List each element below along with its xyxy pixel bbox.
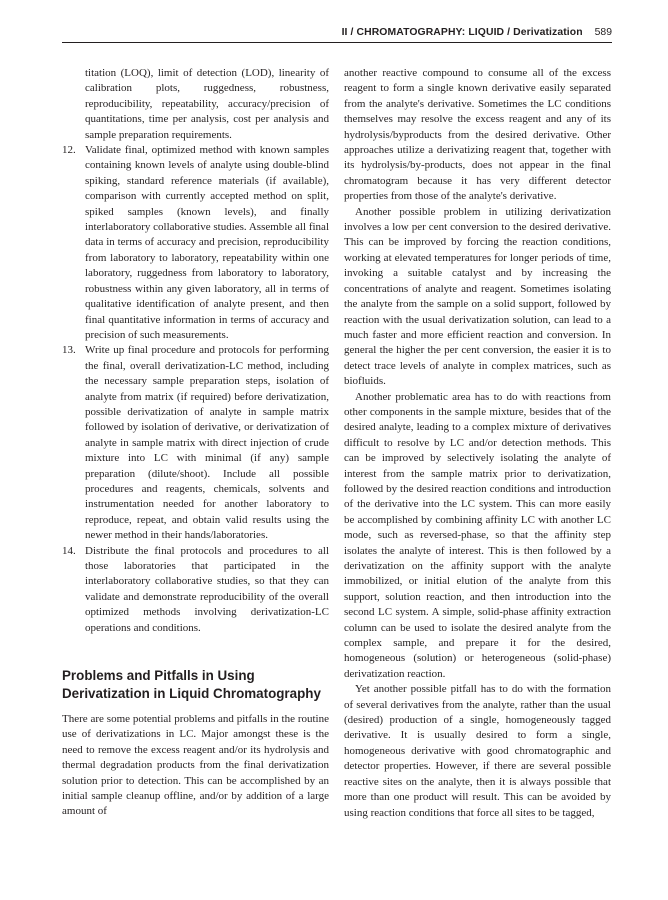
- body-paragraph: Another problematic area has to do with reactions from other components in the sample mixture, besides that of the desired analyte, leading to a complex mixture of derivatives difficult to resolve by LC and/or detection methods. This can be improved by selectively isolating the analyte of interest from the sample matrix prior to derivatization, followed by the desired reaction conditions and introduction of the derivative into the LC system. This can more easily be accomplished by combining affinity LC with another LC mode, such as reversed-phase, so that the affinity step isolates the analyte of interest. This is then followed by a derivatization on the affinity support with the analyte immobilized, or initial elution of the analyte from this support, solution reaction, and then introduction into the second LC system. A simple, solid-phase affinity extraction column can be used to isolate the desired analyte from the complex sample, and prepare it for the desired, homogeneous (solution) or heterogeneous (solid-phase) derivatization reaction.: [344, 390, 611, 680]
- list-item-number: 12.: [62, 144, 76, 157]
- list-item-continuation: titation (LOQ), limit of detection (LOD), linearity of calibration plots, ruggedness, robustness, reproducibility, repeatability, accuracy/precision of quantitations, time per analysis, cost per analysis and sample preparation requirements.: [85, 67, 329, 141]
- page-number: 589: [594, 27, 612, 38]
- body-paragraph: Another possible problem in utilizing derivatization involves a low per cent conversion to the desired derivative. This can be improved by forcing the reaction conditions, working at elevated temperatures for longer periods of time, invoking a suitable catalyst and by increasing the concentrations of analyte and reagent. Sometimes isolating the analyte from the sample on a solid support, followed by reaction with the usual derivatization solution, can lead to a much faster and more efficient reaction and conversion. In general the higher the per cent conversion, the easier it is to detect trace levels of analyte in complex matrices, such as biofluids.: [344, 205, 611, 388]
- section-heading: Problems and Pitfalls in Using Derivatization in Liquid Chromatography: [62, 668, 321, 702]
- header-rule: [62, 42, 612, 43]
- list-item: [62, 544, 329, 636]
- list-item-number: 13.: [62, 344, 76, 357]
- body-paragraph: another reactive compound to consume all of the excess reagent to form a single known derivative easily separated from the analyte's derivative. Sometimes the LC conditions themselves may resolve the excess reagent and any of its hydrolysis/byproducts from the desired derivative. Other approaches utilize a derivatizing reagent that, together with its hydrolysis/by-products, does not appear in the final chromatogram because it has very different detector properties from those of the analyte's derivative.: [344, 67, 611, 203]
- list-item-text: Write up final procedure and protocols for performing the final, overall derivatization-LC method, including the necessary sample preparation steps, isolation of analyte from matrix (if required) before derivatization, possible derivatization of analyte in sample matrix followed by isolation of derivative, or derivatization of analyte in sample matrix with direct injection of crude mixture into LC with minimal (if any) sample preparation (dilute/shoot). Include all possible procedures and reagents, chemicals, solvents and instrumentation needed for another laboratory to reproduce, repeat, and obtain valid results using the newer method in their hands/laboratories.: [85, 344, 329, 542]
- list-item-number: 14.: [62, 544, 76, 557]
- list-item-text: Validate final, optimized method with known samples containing known levels of analyte using double-blind spiking, standard reference materials (if available), comparison with currently accepted method on split, spiked samples (known levels), and finally interlaboratory collaborative studies. Assemble all final data in terms of accuracy and precision, reproducibility from laboratory to laboratory, repeatability within one laboratory, ruggedness from laboratory to laboratory, robustness within any given laboratory, all in terms of qualitative identification of analyte present, and then final quantitative information in terms of accuracy and precision of such measurements.: [85, 144, 329, 341]
- running-header: [62, 27, 612, 43]
- running-header-title: II / CHROMATOGRAPHY: LIQUID / Derivatization: [341, 27, 583, 38]
- section-paragraph: There are some potential problems and pitfalls in the routine use of derivatizations in LC. Major amongst these is the need to remove the excess reagent and/or its hydrolysis and thermal degradation products from the final derivatization solution prior to detection. This can be accomplished by an initial sample cleanup offline, and/or by addition of a large amount of: [62, 713, 329, 818]
- body-paragraph: Yet another possible pitfall has to do with the formation of several derivatives from the analyte, rather than the usual (desired) production of a single, homogeneously tagged derivative. It is usually desired to form a single, homogeneous derivative with good chromatographic and detector properties. However, if there are several possible reactive sites on the analyte, then it is always possible that more than one product will result. This can be avoided by using reaction conditions that force all sites to be tagged,: [344, 683, 611, 819]
- list-item: [62, 143, 329, 343]
- left-column: [62, 66, 329, 820]
- right-column: [344, 66, 611, 821]
- list-item-text: Distribute the final protocols and procedures to all those laboratories that participated in the interlaboratory collaborative studies, so that they can validate and demonstrate reproducibility of the overall optimized methods involving derivatization-LC operations and conditions.: [85, 544, 329, 634]
- list-item: [62, 343, 329, 543]
